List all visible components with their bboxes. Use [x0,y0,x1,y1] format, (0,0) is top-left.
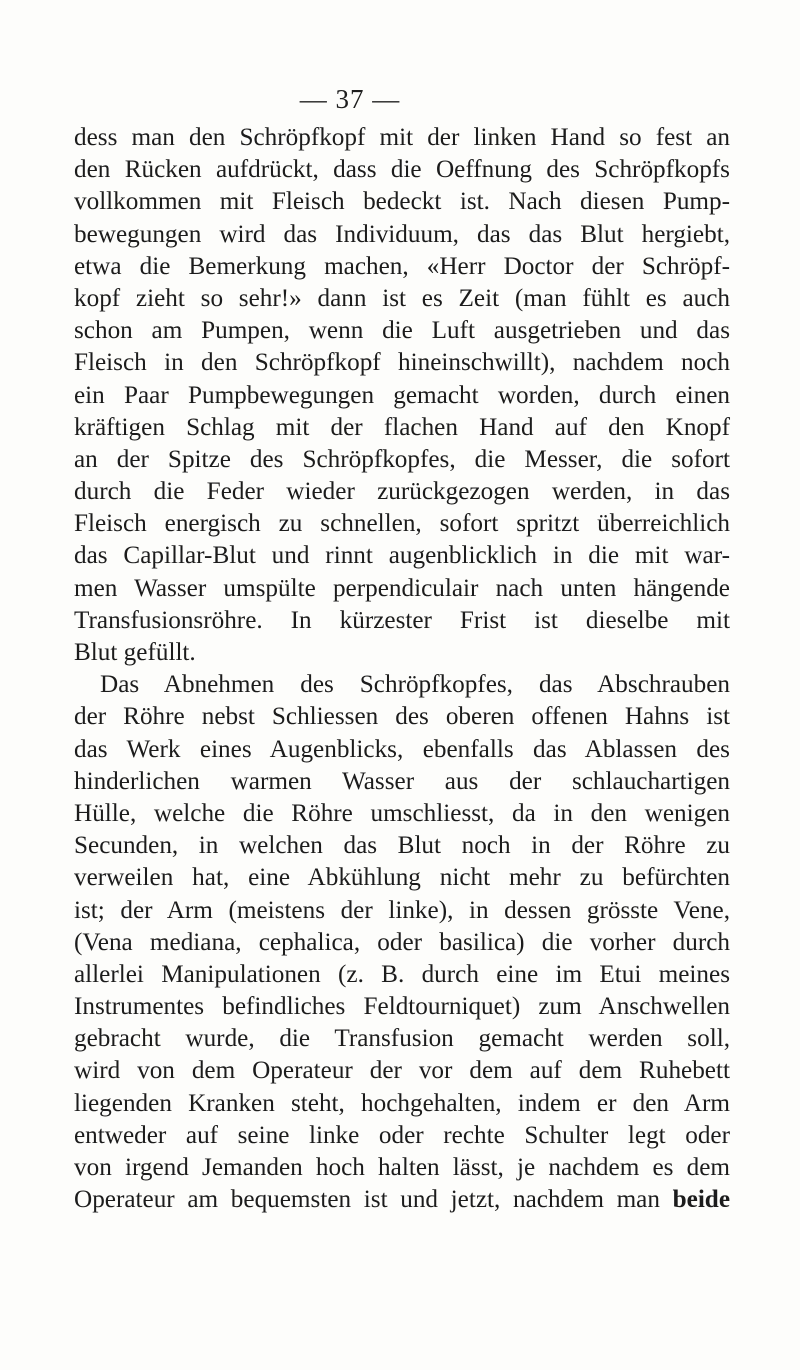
text-line: men Wasser umspülte perpendiculair nach unten hängende [74,574,730,602]
bold-word: beide [672,1186,730,1214]
text-line: der Röhre nebst Schliessen des oberen offenen Hahns ist [74,703,730,731]
text-line: ein Paar Pumpbewegungen gemacht worden, durch einen [74,381,730,409]
text-line: durch die Feder wieder zurückgezogen werden, in das [74,478,730,506]
text-line: den Rücken aufdrückt, dass die Oeffnung des Schröpfkopfs [74,156,730,184]
text-line: das Werk eines Augenblicks, ebenfalls das Ablassen des [74,735,730,763]
text-line-content: Operateur am bequemsten ist und jetzt, nachdem man [74,1186,660,1214]
text-line: gebracht wurde, die Transfusion gemacht werden soll, [74,1025,730,1053]
text-line: das Capillar-Blut und rinnt augenblicklich in die mit war- [74,542,730,570]
text-line: ist; der Arm (meistens der linke), in dessen grösste Vene, [74,896,730,924]
text-line: Hülle, welche die Röhre umschliesst, da in den wenigen [74,799,730,827]
body-text [74,122,730,1216]
text-line: Secunden, in welchen das Blut noch in der Röhre zu [74,832,730,860]
text-line: bewegungen wird das Individuum, das das Blut hergiebt, [74,220,730,248]
text-line: hinderlichen warmen Wasser aus der schlauchartigen [74,767,730,795]
text-line: (Vena mediana, cephalica, oder basilica) die vorher durch [74,928,730,956]
text-line: verweilen hat, eine Abkühlung nicht mehr zu befürchten [74,864,730,892]
text-line-final [74,1184,730,1216]
text-line: etwa die Bemerkung machen, «Herr Doctor der Schröpf- [74,252,730,280]
text-line: Fleisch energisch zu schnellen, sofort spritzt überreichlich [74,510,730,538]
page-number: — 37 — [299,84,401,114]
text-line: Blut gefüllt. [74,639,196,666]
text-line: liegenden Kranken steht, hochgehalten, indem er den Arm [74,1089,730,1117]
text-line: kräftigen Schlag mit der flachen Hand auf den Knopf [74,413,730,441]
text-line: wird von dem Operateur der vor dem auf dem Ruhebett [74,1057,730,1085]
text-line: allerlei Manipulationen (z. B. durch eine im Etui meines [74,960,730,988]
text-line: Fleisch in den Schröpfkopf hineinschwillt), nachdem noch [74,349,730,377]
text-line: kopf zieht so sehr!» dann ist es Zeit (man fühlt es auch [74,284,730,312]
text-line: dess man den Schröpfkopf mit der linken Hand so fest an [74,124,730,151]
text-line: Das Abnehmen des Schröpfkopfes, das Abschrauben [100,671,730,699]
text-line: an der Spitze des Schröpfkopfes, die Messer, die sofort [74,445,730,473]
text-line: vollkommen mit Fleisch bedeckt ist. Nach diesen Pump- [74,188,730,216]
text-line: schon am Pumpen, wenn die Luft ausgetrieben und das [74,317,730,345]
text-line: entweder auf seine linke oder rechte Schulter legt oder [74,1121,730,1149]
text-line: Transfusionsröhre. In kürzester Frist ist dieselbe mit [74,606,730,634]
text-line: von irgend Jemanden hoch halten lässt, je nachdem es dem [74,1154,730,1181]
text-line: Instrumentes befindliches Feldtourniquet) zum Anschwellen [74,993,730,1021]
